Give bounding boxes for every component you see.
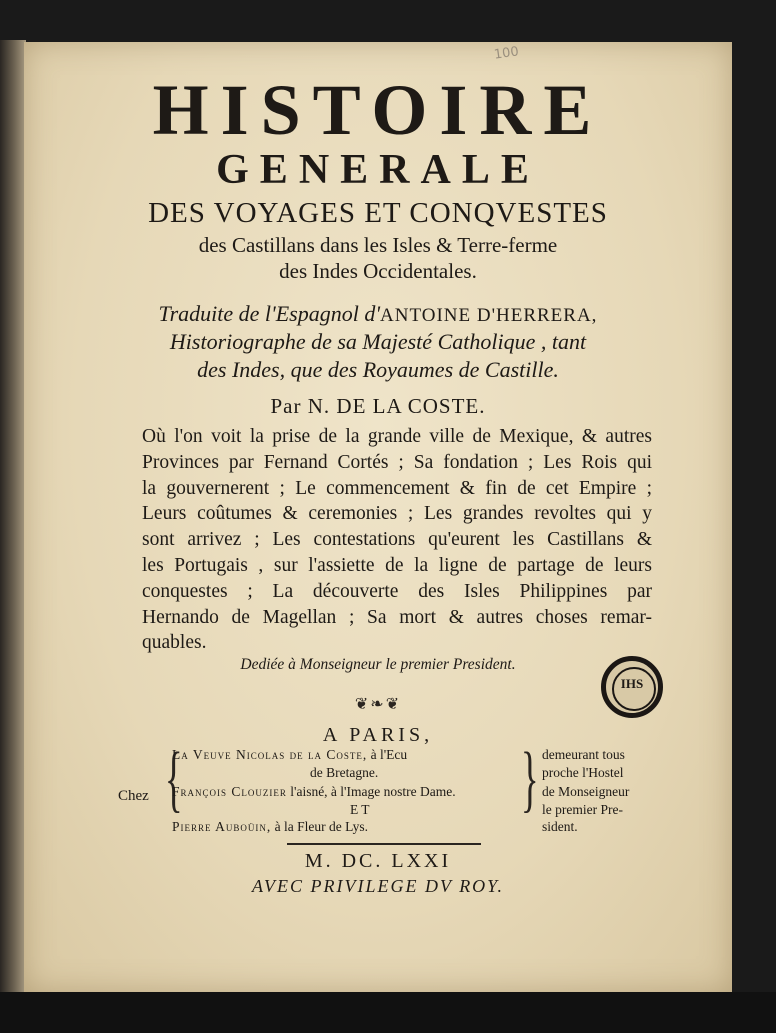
title-line-histoire: HISTOIRE bbox=[152, 70, 604, 150]
seal-text: IHS bbox=[620, 676, 644, 691]
title-line-indes: des Indes Occidentales. bbox=[279, 259, 477, 283]
publisher-et: ET bbox=[350, 802, 373, 817]
privilege-line: AVEC PRIVILEGE DV ROY. bbox=[251, 876, 505, 896]
translation-line-1 bbox=[24, 300, 732, 330]
translation-line-3: des Indes, que des Royaumes de Castille. bbox=[197, 357, 559, 382]
address-line: le premier Pre- bbox=[542, 802, 623, 817]
right-brace: } bbox=[520, 738, 539, 820]
dedication: Dediée à Monseigneur le premier President. bbox=[240, 656, 516, 673]
description-line: la gouvernerent ; Le commencement & fin de cet Empire ; bbox=[142, 477, 652, 499]
publisher-veuve-coste-detail: de Bretagne. bbox=[310, 765, 379, 780]
translator-name: ANTOINE D'HERRERA, bbox=[380, 305, 598, 326]
description-line: conquestes ; La découverte des Isles Philippines par bbox=[142, 580, 652, 602]
address-line: de Monseigneur bbox=[542, 784, 630, 799]
left-brace: { bbox=[164, 738, 183, 820]
imprint-city: A PARIS, bbox=[322, 724, 434, 746]
date-rule-top bbox=[287, 843, 481, 845]
description-line: sont arrivez ; Les contestations qu'eurent les Castillans & bbox=[142, 529, 652, 551]
pencil-note: 100 bbox=[493, 44, 520, 63]
printer-ornament: ❦❧❦ bbox=[354, 694, 402, 713]
author-prefix: Par N. bbox=[270, 394, 331, 418]
publication-date: M. DC. LXXI bbox=[304, 850, 452, 872]
title-line-voyages: DES VOYAGES ET CONQVESTES bbox=[148, 197, 608, 229]
scan-border bbox=[0, 992, 776, 1033]
publisher-clouzier: François Clouzier l'aisné, à l'Image nostre Dame. bbox=[172, 784, 456, 799]
translation-prefix: Traduite de l'Espagnol d' bbox=[158, 301, 381, 326]
description-line: Provinces par Fernand Cortés ; Sa fondation ; Les Rois qui bbox=[142, 451, 652, 473]
description-line: Hernando de Magellan ; Sa mort & autres choses remar- bbox=[142, 606, 652, 628]
description-block bbox=[142, 424, 652, 656]
description-line: Leurs coûtumes & ceremonies ; Les grandes revoltes qui y bbox=[142, 503, 652, 525]
address-line: sident. bbox=[542, 819, 578, 834]
book-spine bbox=[0, 40, 26, 1000]
title-page bbox=[24, 42, 732, 992]
address-line: demeurant tous bbox=[542, 747, 625, 762]
author-line bbox=[24, 392, 732, 420]
address-line: proche l'Hostel bbox=[542, 765, 624, 780]
title-line-generale: GENERALE bbox=[216, 147, 540, 193]
author-name: DE LA COSTE. bbox=[336, 394, 486, 418]
publisher-veuve-coste: La Veuve Nicolas de la Coste, à l'Ecu bbox=[172, 747, 408, 762]
description-line: quables. bbox=[142, 632, 207, 654]
translation-line-2: Historiographe de sa Majesté Catholique , tant bbox=[169, 329, 587, 354]
title-line-castillans: des Castillans dans les Isles & Terre-ferme bbox=[198, 233, 558, 257]
imprint-chez: Chez bbox=[118, 788, 149, 804]
ihs-stamp-seal bbox=[601, 656, 663, 718]
description-line: les Portugais , sur l'assiette de la ligne de partage de leurs bbox=[142, 554, 652, 576]
description-line: Où l'on voit la prise de la grande ville de Mexique, & autres bbox=[142, 426, 652, 447]
publisher-auboin: Pierre Auboüin, à la Fleur de Lys. bbox=[172, 819, 368, 834]
